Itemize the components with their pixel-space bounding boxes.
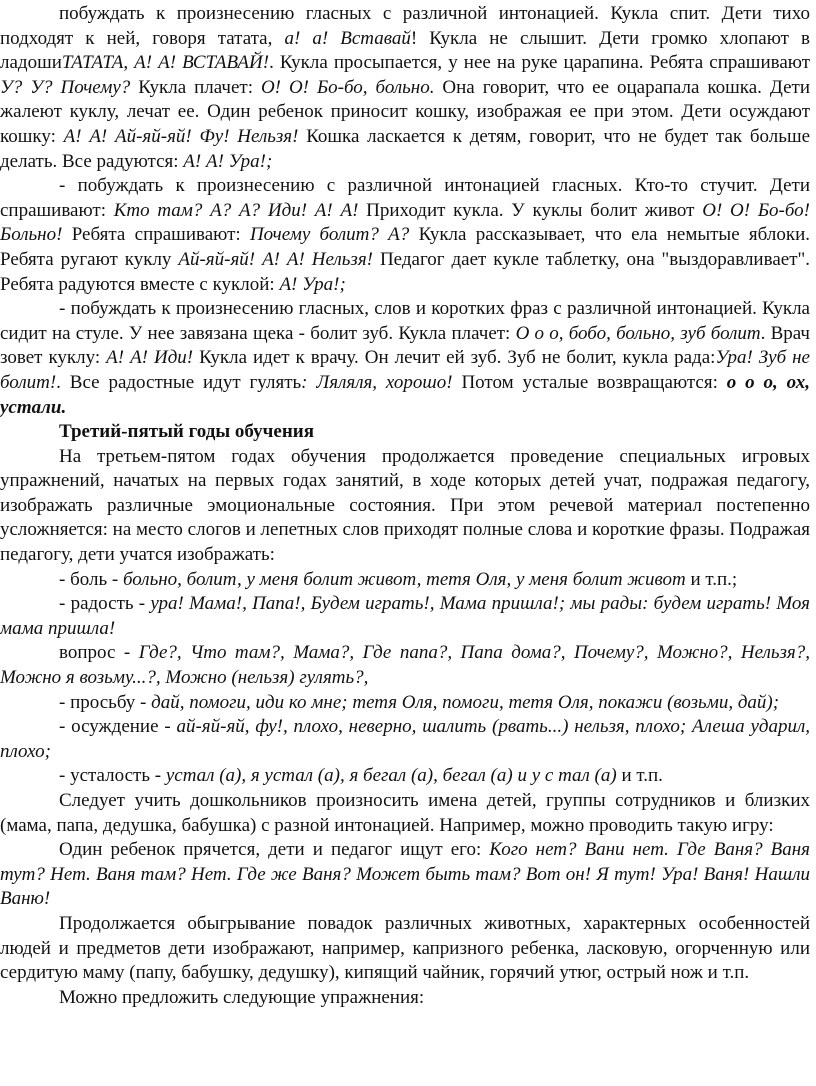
italic-phrase: А! А! Ай-яй-яй! Фу! Нельзя! xyxy=(63,125,299,147)
section-heading: Третий-пятый годы обучения xyxy=(59,421,314,443)
paragraph-text: Один ребенок прячется, дети и педагог ищут его: xyxy=(59,839,490,861)
list-item-joy xyxy=(0,592,810,641)
list-item-request xyxy=(0,691,810,716)
list-item-question xyxy=(0,641,810,690)
list-item-label: - усталость - xyxy=(59,765,166,787)
paragraph-text: побуждать к произнесению гласных с различной интонацией. Кукла спит. Дети тихо подходят к ней, говоря татата, xyxy=(0,3,810,49)
paragraph-someone-knocks xyxy=(0,174,810,297)
italic-phrase: Кто там? А? А? Иди! А! А! xyxy=(113,199,359,221)
paragraph-text: - побуждать к произнесению с различной интонацией гласных. Кто-то стучит. Дети спрашивают: xyxy=(0,175,810,221)
paragraph-text: Она говорит, что ее оцарапала кошка. Дети жалеют куклу, лечат ее. Один ребенок приносит кошку, изображая ее при этом. Дети осуждают кошку: xyxy=(0,76,810,147)
list-item-label: - боль - xyxy=(59,568,123,590)
italic-phrase: А! А! Иди! xyxy=(106,347,194,369)
paragraph-text: Кошка ласкается к детям, говорит, что не будет так больше делать. Все радуются: xyxy=(0,125,811,172)
italic-phrase: У? У? Почему? xyxy=(0,76,131,98)
paragraph-text: . Врач зовет куклу: xyxy=(0,322,810,369)
paragraph-text: Кукла рассказывает, что ела немытые яблоки. Ребята ругают куклу xyxy=(0,224,810,270)
italic-phrase: устал (а), я устал (а), я бегал (а), бегал (а) и у с тал (а) xyxy=(165,765,617,787)
italic-phrase: О! О! Бо-бо, больно. xyxy=(260,76,435,98)
list-item-condemnation xyxy=(0,715,810,764)
italic-phrase: больно, болит, у меня болит живот, тетя Оля, у меня болит живот xyxy=(122,568,686,590)
paragraph-text: Кукла плачет: xyxy=(130,76,261,98)
paragraph-text: . Все радостные идут гулять xyxy=(56,371,302,393)
italic-phrase: ай-яй-яй, фу!, плохо, неверно, шалить (рвать...) нельзя, плохо; Алеша ударил, плохо; xyxy=(0,716,811,762)
paragraph-toothache xyxy=(0,297,810,420)
list-item-label: - радость - xyxy=(59,593,151,615)
list-item-label: - осуждение - xyxy=(59,716,177,738)
italic-phrase: Где?, Что там?, Мама?, Где папа?, Папа дома?, Почему?, Можно?, Нельзя?, Можно я возьму...?, Можно (нельзя) гулять?, xyxy=(0,642,810,689)
list-item-pain xyxy=(0,568,810,593)
italic-phrase: Кого нет? Вани нет. Где Ваня? Ваня тут? Нет. Ваня там? Нет. Где же Ваня? Может быть там? Вот он! Я тут! Ура! Ваня! Нашли Ваню! xyxy=(0,839,810,910)
paragraph-names: Следует учить дошкольников произносить имена детей, группы сотрудников и близких (мама, папа, дедушка, бабушка) с разной интонацией. Например, можно проводить такую игру: xyxy=(0,790,810,836)
paragraph-text: Приходит кукла. У куклы болит живот xyxy=(358,199,703,221)
italic-phrase: А! Ура!; xyxy=(279,273,346,295)
paragraph-hide-game xyxy=(0,838,810,912)
italic-phrase: о о о, ох, устали. xyxy=(0,371,811,418)
paragraph-text: - побуждать к произнесению гласных, слов и коротких фраз с различной интонацией. Кукла сидит на стуле. У нее завязана щека - болит зуб. Кукла плачет: xyxy=(0,298,810,344)
italic-phrase: А! А! Ура!; xyxy=(183,150,273,172)
italic-phrase: Почему болит? А? xyxy=(249,224,410,246)
paragraph-animals: Продолжается обыгрывание повадок различных животных, характерных особенностей людей и предметов дети изображают, например, капризного ребенка, ласковую, огорченную или сердитую маму (папу, бабушку, дедушку), кипящий чайник, горячий утюг, острый нож и т.п. xyxy=(0,912,810,984)
italic-phrase: ура! Мама!, Папа!, Будем играть!, Мама пришла!; мы рады: будем играть! Моя мама пришла! xyxy=(0,593,810,639)
paragraph-text: Потом усталые возвращаются: xyxy=(452,371,727,393)
paragraph-text: Кукла идет к врачу. Он лечит ей зуб. Зуб не болит, кукла рада: xyxy=(193,347,716,369)
italic-phrase: Ура! Зуб не болит! xyxy=(0,347,810,393)
paragraph-text: и т.п.; xyxy=(685,568,738,590)
italic-phrase: : Ляляля, хорошо! xyxy=(301,371,453,393)
paragraph-text: и т.п. xyxy=(616,765,663,787)
paragraph-text: Ребята спрашивают: xyxy=(62,224,250,246)
paragraph-doll-sleeps xyxy=(0,2,810,174)
list-item-label: вопрос - xyxy=(59,642,139,664)
italic-phrase: Ай-яй-яй! А! А! Нельзя! xyxy=(178,248,373,270)
italic-phrase: дай, помоги, иди ко мне; тетя Оля, помоги, тетя Оля, покажи (возьми, дай); xyxy=(151,691,780,713)
list-item-tiredness xyxy=(0,764,810,789)
italic-phrase: а! а! Вставай xyxy=(284,27,411,49)
italic-phrase: ТАТАТА, А! А! ВСТАВАЙ! xyxy=(61,52,270,74)
list-item-label: - просьбу - xyxy=(59,691,152,713)
paragraph-text: Педагог дает кукле таблетку, она "выздоравливает". Ребята радуются вместе с куклой: xyxy=(0,248,810,295)
paragraph-intro: На третьем-пятом годах обучения продолжается проведение специальных игровых упражнений, начатых на первых годах занятий, в ходе которых детей учат, подражая педагогу, изображать различные эмоциональные состояния. При этом речевой материал постепенно усложняется: на место слогов и лепетных слов приходят полные слова и короткие фразы. Подражая педагогу, дети учатся изображать: xyxy=(0,445,810,566)
paragraph-exercises: Можно предложить следующие упражнения: xyxy=(59,986,425,1008)
paragraph-text: . Кукла просыпается, у нее на руке царапина. Ребята спрашивают xyxy=(269,52,811,74)
italic-phrase: О! О! Бо-бо! Больно! xyxy=(0,199,810,246)
paragraph-text: ! Кукла не слышит. Дети громко хлопают в ладоши xyxy=(0,27,810,74)
italic-phrase: О о о, бобо, больно, зуб болит xyxy=(515,322,761,344)
